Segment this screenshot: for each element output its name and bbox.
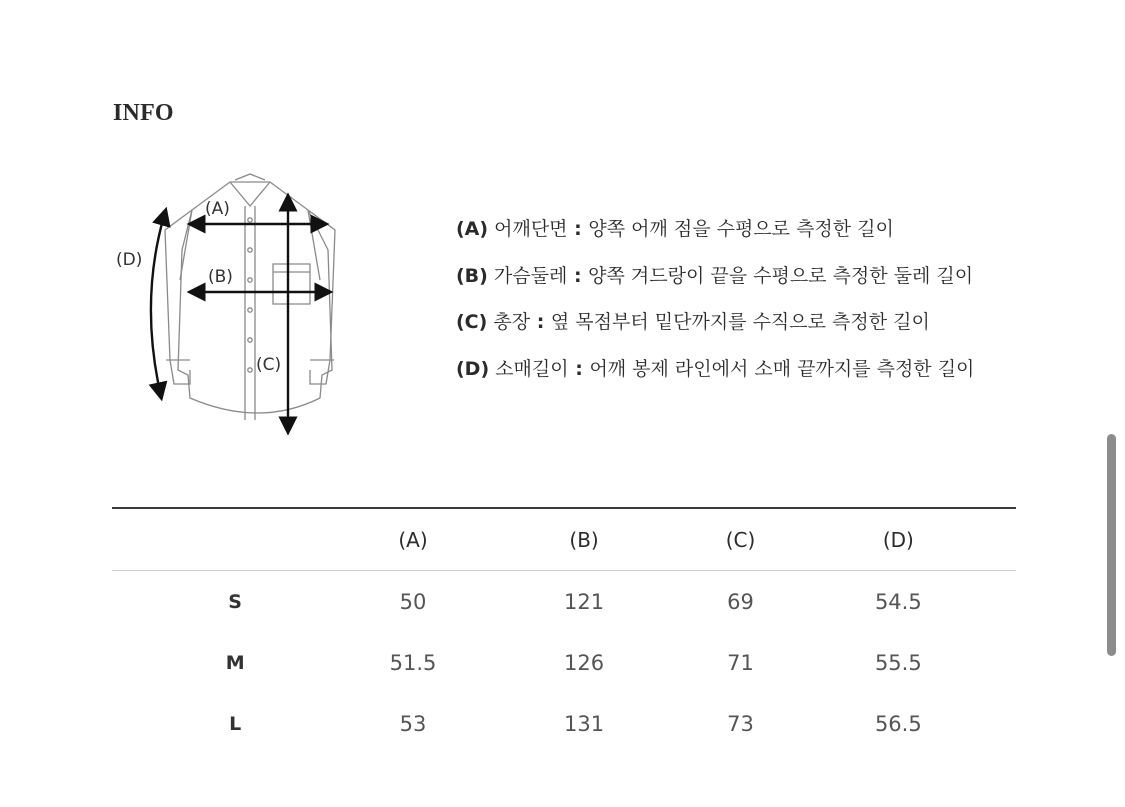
value-a: 53 <box>399 711 427 736</box>
size-label: L <box>229 712 242 735</box>
value-a: 51.5 <box>389 650 437 675</box>
value-c: 73 <box>727 711 754 736</box>
value-c: 71 <box>727 650 754 675</box>
value-d: 56.5 <box>874 711 922 736</box>
page-title: INFO <box>113 100 174 126</box>
legend-key: (D) <box>456 357 490 380</box>
label-c: (C) <box>256 355 282 375</box>
legend-key: (B) <box>456 264 488 287</box>
value-b: 121 <box>564 589 605 614</box>
legend-desc: 어깨 봉제 라인에서 소매 끝까지를 측정한 길이 <box>589 357 975 380</box>
value-b: 131 <box>564 711 605 736</box>
legend-desc: 양쪽 어깨 점을 수평으로 측정한 길이 <box>588 218 894 240</box>
legend-term: 가슴둘레 <box>493 264 568 287</box>
header-c: (C) <box>725 527 756 552</box>
legend-term: 어깨단면 <box>494 218 568 240</box>
legend-term: 소매길이 <box>495 357 569 380</box>
label-d: (D) <box>116 250 143 270</box>
shirt-diagram <box>110 170 340 435</box>
legend-key: (C) <box>456 311 488 333</box>
header-d: (D) <box>882 527 914 552</box>
label-b: (B) <box>208 267 233 287</box>
size-label: M <box>225 651 245 674</box>
header-b: (B) <box>569 527 599 552</box>
table-row <box>112 693 1016 754</box>
value-c: 69 <box>727 589 754 614</box>
legend-desc: 양쪽 겨드랑이 끝을 수평으로 측정한 둘레 길이 <box>588 264 974 287</box>
size-label: S <box>228 590 242 613</box>
legend-key: (A) <box>456 218 489 240</box>
table-row <box>112 571 1016 632</box>
value-d: 54.5 <box>874 589 922 614</box>
table-row <box>112 632 1016 693</box>
legend-item-a: (A) 어깨단면 : 양쪽 어깨 점을 수평으로 측정한 길이 <box>456 218 894 240</box>
value-d: 55.5 <box>874 650 922 675</box>
arrow-d <box>151 216 164 392</box>
value-b: 126 <box>564 650 605 675</box>
scrollbar-thumb[interactable] <box>1107 434 1116 656</box>
header-a: (A) <box>398 527 428 552</box>
value-a: 50 <box>399 589 427 614</box>
header-size <box>112 509 358 570</box>
legend-desc: 옆 목점부터 밑단까지를 수직으로 측정한 길이 <box>550 311 930 333</box>
legend-item-d: (D) 소매길이 : 어깨 봉제 라인에서 소매 끝까지를 측정한 길이 <box>456 357 975 380</box>
table-header <box>112 507 1016 571</box>
legend-item-c: (C) 총장 : 옆 목점부터 밑단까지를 수직으로 측정한 길이 <box>456 311 930 333</box>
legend-item-b: (B) 가슴둘레 : 양쪽 겨드랑이 끝을 수평으로 측정한 둘레 길이 <box>456 264 974 287</box>
measurement-legend <box>456 213 1056 399</box>
legend-term: 총장 <box>493 311 531 333</box>
size-table <box>112 507 1016 754</box>
label-a: (A) <box>205 199 230 219</box>
